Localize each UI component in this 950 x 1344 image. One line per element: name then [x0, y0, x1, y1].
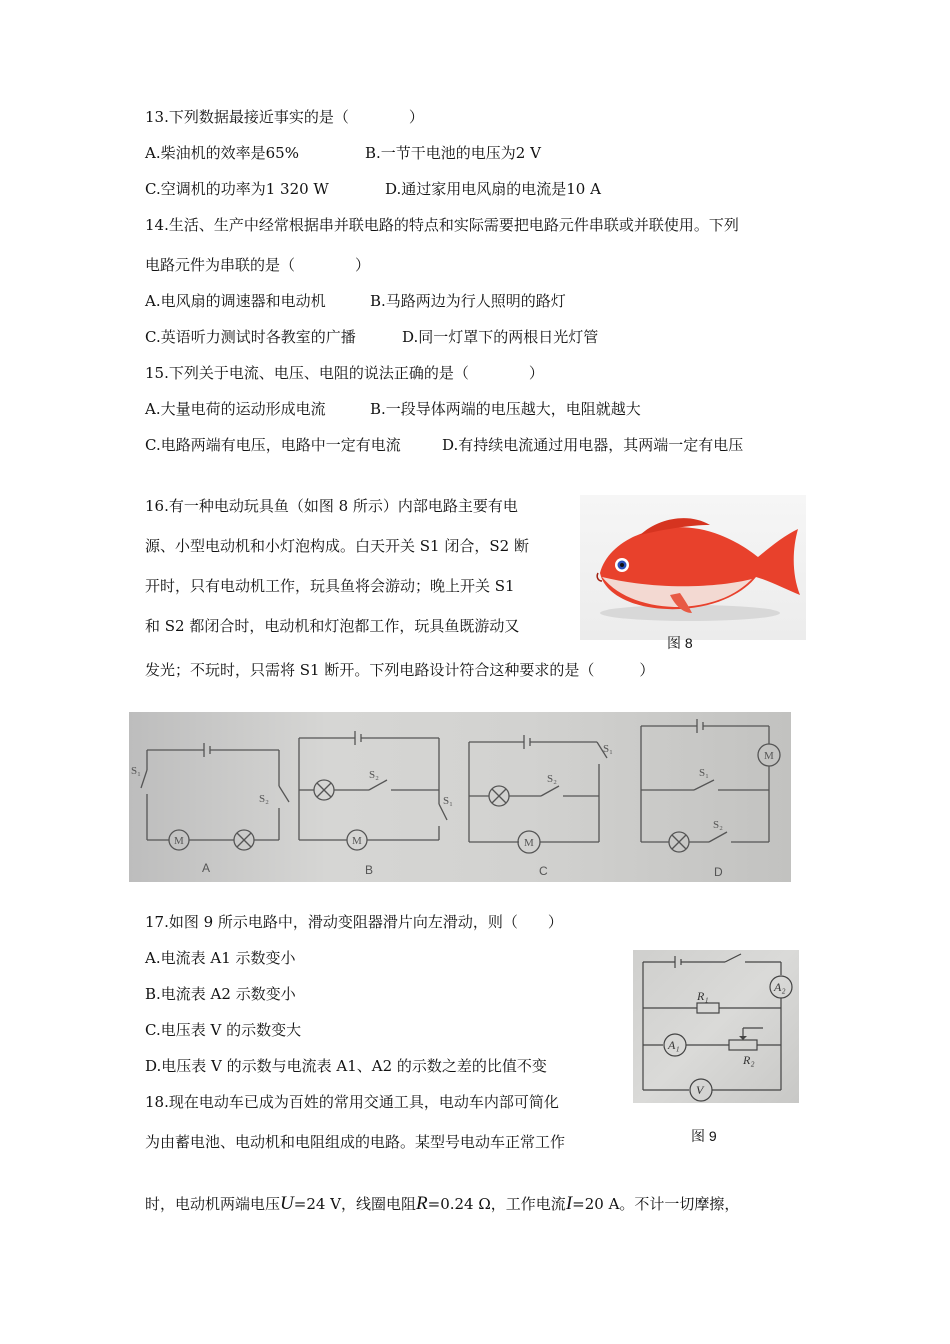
circuit-label-b: B: [365, 863, 374, 877]
q16-stem-line5: 发光；不玩时，只需将 S1 断开。下列电路设计符合这种要求的是（ ）: [145, 661, 655, 679]
circuit-d-s1-label: S₁: [699, 767, 709, 779]
circuit-label-c: C: [539, 864, 548, 878]
q15-option-b: B.一段导体两端的电压越大，电阻就越大: [370, 400, 641, 418]
circuit-a-motor-label: M: [174, 835, 184, 847]
q18-text-b: =24 V，线圈电阻: [293, 1195, 417, 1213]
circuit-b: [299, 731, 447, 850]
circuit-b-s2-label: S₂: [369, 769, 379, 781]
q15-option-c: C.电路两端有电压，电路中一定有电流: [145, 436, 401, 454]
circuit-label-d: D: [714, 865, 723, 879]
q15-stem: 15.下列关于电流、电压、电阻的说法正确的是（ ）: [145, 364, 544, 382]
toy-fish-photo: [580, 495, 806, 640]
circuit-a-s1-label: S₁: [131, 765, 141, 777]
q13-option-d: D.通过家用电风扇的电流是10 A: [385, 180, 601, 198]
q18-text-c: =0.24 Ω，工作电流: [427, 1195, 566, 1213]
q17-option-a: A.电流表 A1 示数变小: [145, 949, 296, 967]
q18-symbol-u: U: [280, 1193, 294, 1214]
circuit-b-motor-label: M: [352, 835, 362, 847]
figure-9-a2-label: A₂: [774, 980, 786, 994]
q18-stem-line2: 为由蓄电池、电动机和电阻组成的电路。某型号电动车正常工作: [145, 1133, 566, 1151]
figure-9-r1-label: R₁: [697, 989, 709, 1003]
q13-option-a: A.柴油机的效率是65%: [145, 144, 299, 162]
q14-option-c: C.英语听力测试时各教室的广播: [145, 328, 356, 346]
circuit-d: [641, 719, 780, 852]
q18-stem-line3: [145, 1194, 739, 1214]
q18-text-d: =20 A。不计一切摩擦，: [572, 1195, 740, 1213]
q15-option-a: A.大量电荷的运动形成电流: [145, 400, 326, 418]
q14-option-b: B.马路两边为行人照明的路灯: [370, 292, 566, 310]
q15-option-d: D.有持续电流通过用电器，其两端一定有电压: [442, 436, 744, 454]
q17-option-c: C.电压表 V 的示数变大: [145, 1021, 302, 1039]
circuit-c-s2-label: S₂: [547, 773, 557, 785]
q14-option-a: A.电风扇的调速器和电动机: [145, 292, 326, 310]
q14-option-d: D.同一灯罩下的两根日光灯管: [402, 328, 599, 346]
q17-option-d: D.电压表 V 的示数与电流表 A1、A2 的示数之差的比值不变: [145, 1057, 547, 1075]
circuit-options-photo: [129, 712, 791, 882]
q18-symbol-i: I: [565, 1193, 573, 1214]
q17-option-b: B.电流表 A2 示数变小: [145, 985, 296, 1003]
figure-9-circuit-photo: [633, 950, 799, 1103]
circuit-options-diagram: [129, 712, 791, 882]
q16-stem-line2: 源、小型电动机和小灯泡构成。白天开关 S1 闭合，S2 断: [145, 537, 529, 555]
circuit-c-s1-label: S₁: [603, 743, 613, 755]
q14-stem-line1: 14.生活、生产中经常根据串并联电路的特点和实际需要把电路元件串联或并联使用。下列: [145, 216, 739, 234]
circuit-c: [469, 735, 607, 853]
circuit-d-motor-label: M: [764, 750, 774, 762]
figure-9-circuit-diagram: [633, 950, 799, 1103]
figure-9-a1-label: A₁: [668, 1038, 680, 1052]
circuit-b-s1-label: S₁: [443, 795, 453, 807]
figure-8-caption: 图 8: [667, 635, 693, 651]
q16-stem-line3: 开时，只有电动机工作，玩具鱼将会游动；晚上开关 S1: [145, 577, 515, 595]
q18-stem-line1: 18.现在电动车已成为百姓的常用交通工具，电动车内部可简化: [145, 1093, 559, 1111]
circuit-c-motor-label: M: [524, 837, 534, 849]
q13-option-b: B.一节干电池的电压为2 V: [365, 144, 541, 162]
q17-stem: 17.如图 9 所示电路中，滑动变阻器滑片向左滑动，则（ ）: [145, 913, 563, 931]
q14-stem-line2: 电路元件为串联的是（ ）: [145, 256, 371, 274]
q13-stem: 13.下列数据最接近事实的是（ ）: [145, 108, 424, 126]
circuit-label-a: A: [202, 861, 211, 875]
q18-symbol-r: R: [416, 1193, 428, 1214]
q18-text-a: 时，电动机两端电压: [145, 1195, 281, 1213]
q13-option-c: C.空调机的功率为1 320 W: [145, 180, 329, 198]
figure-9-caption: 图 9: [691, 1128, 717, 1144]
toy-fish-illustration: [580, 495, 806, 640]
figure-9-r2-label: R₂: [743, 1053, 755, 1067]
circuit-a-s2-label: S₂: [259, 793, 269, 805]
circuit-d-s2-label: S₂: [713, 819, 723, 831]
q16-stem-line4: 和 S2 都闭合时，电动机和灯泡都工作，玩具鱼既游动又: [145, 617, 520, 635]
q16-stem-line1: 16.有一种电动玩具鱼（如图 8 所示）内部电路主要有电: [145, 497, 518, 515]
figure-9-v-label: V: [696, 1083, 704, 1097]
